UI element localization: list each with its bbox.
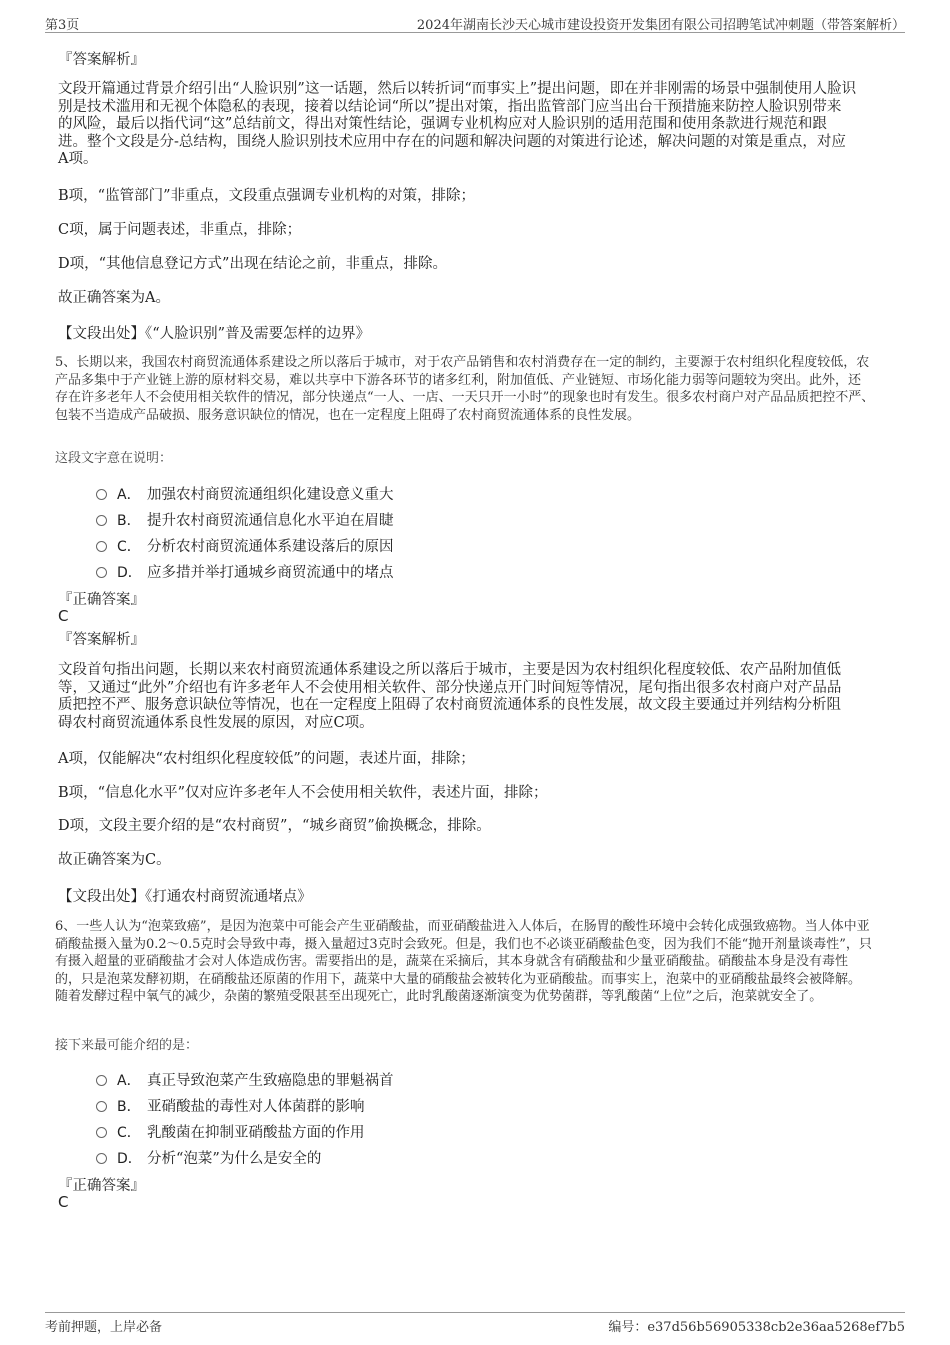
page-header <box>45 12 905 33</box>
question-5-prompt: 这段文字意在说明： <box>55 451 173 466</box>
option-d-note: D项，文段主要介绍的是“农村商贸”，“城乡商贸”偷换概念，排除。 <box>58 818 491 834</box>
radio-icon[interactable] <box>96 541 107 552</box>
question-5-option-a[interactable]: A． 加强农村商贸流通组织化建设意义重大 <box>96 483 394 503</box>
correct-answer-label: 『正确答案』 <box>58 592 145 608</box>
analysis-line: 的风险，最后以指代词“这”总结前文，得出对策性结论，强调专业机构应对人脸识别的适用范围和使用条款进行规范和跟 <box>58 116 827 132</box>
question-6-option-b[interactable]: B． 亚硝酸盐的毒性对人体菌群的影响 <box>96 1095 365 1115</box>
question-5-option-c[interactable]: C． 分析农村商贸流通体系建设落后的原因 <box>96 535 394 555</box>
radio-icon[interactable] <box>96 1101 107 1112</box>
document-title: 2024年湖南长沙天心城市建设投资开发集团有限公司招聘笔试冲刺题（带答案解析） <box>416 18 905 33</box>
page-footer <box>45 1312 905 1337</box>
question-5-stem <box>55 354 893 424</box>
correct-answer-label: 『正确答案』 <box>58 1178 145 1194</box>
conclusion: 故正确答案为A。 <box>58 290 170 306</box>
stem-line: 硝酸盐摄入量为0.2～0.5克时会导致中毒，摄入量超过3克时会致死。但是，我们也不必谈亚硝酸盐色变，因为我们不能“抛开剂量谈毒性”，只 <box>55 936 872 952</box>
document-id: 编号：e37d56b56905338cb2e36aa5268ef7b5 <box>608 1320 905 1335</box>
conclusion: 故正确答案为C。 <box>58 852 171 868</box>
analysis-line: 别是技术滥用和无视个体隐私的表现，接着以结论词“所以”提出对策，指出监管部门应当出台干预措施来防控人脸识别带来 <box>58 98 842 115</box>
analysis-line: 文段开篇通过背景介绍引出“人脸识别”这一话题，然后以转折词“而事实上”提出问题，即在并非刚需的场景中强制使用人脸识 <box>58 81 857 97</box>
stem-line: 随着发酵过程中氧气的减少，杂菌的繁殖受限甚至出现死亡，此时乳酸菌逐渐演变为优势菌群，等乳酸菌“上位”之后，泡菜就安全了。 <box>55 989 823 1004</box>
correct-answer: C <box>58 1193 69 1211</box>
stem-line: 存在许多老年人不会使用相关软件的情况，部分快递点“一人、一店、一天只开一小时”的现象也时有发生。很多农村商户对产品品质把控不严、 <box>55 390 875 405</box>
radio-icon[interactable] <box>96 1127 107 1138</box>
analysis-label: 『答案解析』 <box>58 632 145 648</box>
option-b-note: B项，“监管部门”非重点，文段重点强调专业机构的对策，排除； <box>58 188 475 204</box>
correct-answer: C <box>58 607 69 625</box>
option-d-note: D项，“其他信息登记方式”出现在结论之前，非重点，排除。 <box>58 256 447 272</box>
passage-source: 【文段出处】《打通农村商贸流通堵点》 <box>58 889 312 905</box>
question-6-option-d[interactable]: D． 分析“泡菜”为什么是安全的 <box>96 1147 321 1167</box>
stem-line: 产品多集中于产业链上游的原材料交易，难以共享中下游各环节的诸多红利，附加值低、产业链短、市场化能力弱等问题较为突出。此外，还 <box>55 372 862 388</box>
analysis-line: 质把控不严、服务意识缺位等情况，也在一定程度上阻碍了农村商贸流通体系的良性发展，故文段主要通过并列结构分析阻 <box>58 697 841 713</box>
stem-line: 6、一些人认为“泡菜致癌”，是因为泡菜中可能会产生亚硝酸盐，而亚硝酸盐进入人体后，在肠胃的酸性环境中会转化成强致癌物。当人体中亚 <box>55 919 870 934</box>
stem-line: 有摄入超量的亚硝酸盐才会对人体造成伤害。需要指出的是，蔬菜在采摘后，其本身就含有硝酸盐和少量亚硝酸盐。硝酸盐本身是没有毒性 <box>55 954 849 969</box>
analysis-line: 进。整个文段是分-总结构，围绕人脸识别技术应用中存在的问题和解决问题的对策进行论述，解决问题的对策是重点，对应 <box>58 133 846 150</box>
question-6-option-c[interactable]: C． 乳酸菌在抑制亚硝酸盐方面的作用 <box>96 1121 365 1141</box>
stem-line: 包装不当造成产品破损、服务意识缺位的情况，也在一定程度上阻碍了农村商贸流通体系的良性发展。 <box>55 407 641 423</box>
option-a-note: A项，仅能解决“农村组织化程度较低”的问题，表述片面，排除； <box>58 751 475 767</box>
question-6-stem <box>55 918 893 1006</box>
question-5-option-d[interactable]: D． 应多措并举打通城乡商贸流通中的堵点 <box>96 561 394 581</box>
analysis-paragraph <box>58 81 890 169</box>
question-6-option-a[interactable]: A． 真正导致泡菜产生致癌隐患的罪魁祸首 <box>96 1069 394 1089</box>
analysis-line: 文段首句指出问题，长期以来农村商贸流通体系建设之所以落后于城市，主要是因为农村组织化程度较低、农产品附加值低 <box>58 662 841 678</box>
radio-icon[interactable] <box>96 1075 107 1086</box>
page-number: 第3页 <box>45 18 80 33</box>
radio-icon[interactable] <box>96 1153 107 1164</box>
stem-line: 5、长期以来，我国农村商贸流通体系建设之所以落后于城市，对于农产品销售和农村消费存在一定的制约，主要源于农村组织化程度较低，农 <box>55 355 870 370</box>
option-b-note: B项，“信息化水平”仅对应许多老年人不会使用相关软件，表述片面，排除； <box>58 785 548 801</box>
option-c-note: C项，属于问题表述，非重点，排除； <box>58 222 302 238</box>
analysis-line: 等，又通过“此外”介绍也有许多老年人不会使用相关软件、部分快递点开门时间短等情况，尾句指出很多农村商户对产品品 <box>58 679 842 696</box>
radio-icon[interactable] <box>96 567 107 578</box>
stem-line: 的，只是泡菜发酵初期，在硝酸盐还原菌的作用下，蔬菜中大量的硝酸盐会被转化为亚硝酸盐。而事实上，泡菜中的亚硝酸盐最终会被降解。 <box>55 971 862 987</box>
passage-source: 【文段出处】《“人脸识别”普及需要怎样的边界》 <box>58 326 371 342</box>
radio-icon[interactable] <box>96 515 107 526</box>
footer-slogan: 考前押题，上岸必备 <box>45 1320 163 1335</box>
question-6-prompt: 接下来最可能介绍的是： <box>55 1038 199 1053</box>
analysis-paragraph <box>58 662 890 732</box>
analysis-line: A项。 <box>58 151 98 167</box>
radio-icon[interactable] <box>96 489 107 500</box>
question-5-option-b[interactable]: B． 提升农村商贸流通信息化水平迫在眉睫 <box>96 509 394 529</box>
analysis-line: 碍农村商贸流通体系良性发展的原因，对应C项。 <box>58 714 374 731</box>
analysis-label: 『答案解析』 <box>58 52 145 68</box>
